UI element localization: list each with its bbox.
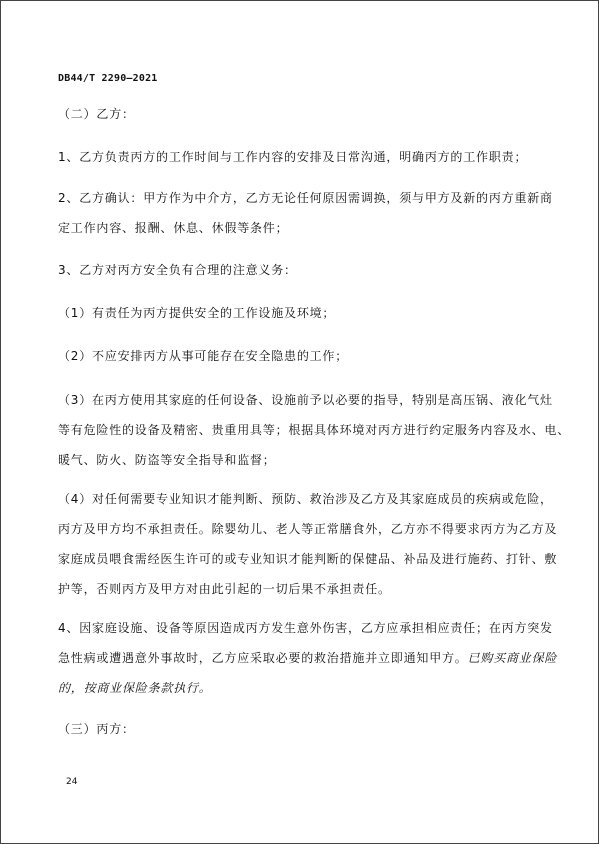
text-line: 等有危险性的设备及精密、贵重用具等；根据具体环境对丙方进行约定服务内容及水、电、 <box>58 423 571 437</box>
paragraph-1 <box>58 142 544 172</box>
italic-text-line: 的，按商业保险条款执行。 <box>58 681 212 695</box>
text-line: 护等，否则丙方及甲方对由此引起的一切后果不承担责任。 <box>58 582 391 596</box>
text-line: （三）丙方： <box>58 722 135 736</box>
text-line: 暖气、防火、防盗等安全指导和监督； <box>58 453 276 467</box>
text-line: （二）乙方： <box>58 107 135 121</box>
text-line: 家庭成员喂食需经医生许可的或专业知识才能判断的保健品、补品及进行施药、打针、敷 <box>58 552 558 566</box>
standard-code-header: DB44/T 2290—2021 <box>58 73 158 84</box>
paragraph-4 <box>58 613 558 703</box>
italic-insurance-note: 已购买商业保险 <box>467 651 558 665</box>
text-segment: 急性病或遭遇意外事故时，乙方应采取必要的救治措施并立即通知甲方。 <box>58 651 468 665</box>
text-line: 1、乙方负责丙方的工作时间与工作内容的安排及日常沟通，明确丙方的工作职责； <box>58 150 528 164</box>
section-2-title <box>58 99 544 129</box>
paragraph-3 <box>58 255 544 285</box>
text-line: （2）不应安排丙方从事可能存在安全隐患的工作； <box>58 349 349 363</box>
text-line: 4、因家庭设施、设备等原因造成丙方发生意外伤害，乙方应承担相应责任；在丙方突发 <box>58 621 553 635</box>
text-line: （1）有责任为丙方提供安全的工作设施及环境； <box>58 306 336 320</box>
text-line: 3、乙方对丙方安全负有合理的注意义务： <box>58 263 297 277</box>
text-line: （3）在丙方使用其家庭的任何设备、设施前予以必要的指导，特别是高压锅、液化气灶 <box>58 393 553 407</box>
page-number: 24 <box>66 777 78 787</box>
paragraph-3-3 <box>58 385 571 475</box>
text-line: 定工作内容、报酬、休息、休假等条件； <box>58 221 289 235</box>
text-line-with-italic <box>58 643 558 673</box>
text-line: 2、乙方确认：甲方作为中介方，乙方无论任何原因需调换，须与甲方及新的丙方重新商 <box>58 191 553 205</box>
paragraph-2 <box>58 183 553 243</box>
paragraph-3-2 <box>58 341 544 371</box>
text-line: 丙方及甲方均不承担责任。除婴幼儿、老人等正常膳食外，乙方亦不得要求丙方为乙方及 <box>58 522 558 536</box>
paragraph-3-4 <box>58 484 558 604</box>
paragraph-3-1 <box>58 298 544 328</box>
section-3-title <box>58 714 544 744</box>
text-line: （4）对任何需要专业知识才能判断、预防、救治涉及乙方及其家庭成员的疾病或危险， <box>58 492 553 506</box>
